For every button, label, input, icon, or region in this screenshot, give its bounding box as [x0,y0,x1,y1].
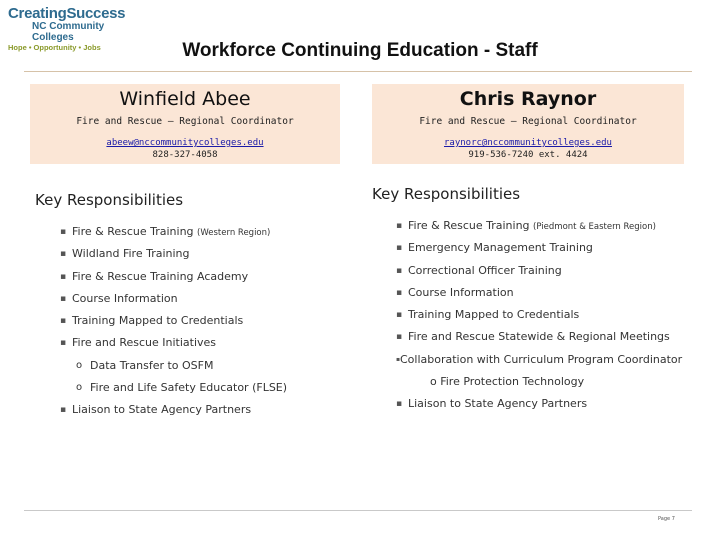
list-item: ▪ Training Mapped to Credentials [60,314,287,336]
staff-card-left [30,84,340,164]
staff-role-right: Fire and Rescue – Regional Coordinator [419,116,637,127]
list-item: ▪ Collaboration with Curriculum Program Coordinator [396,353,682,375]
list-item: ▪ Emergency Management Training [396,241,682,263]
list-item: ▪ Fire and Rescue Initiatives [60,336,287,358]
staff-name-left: Winfield Abee [119,88,251,110]
creating-success-logo [8,5,126,52]
list-item: o Fire Protection Technology [430,375,585,389]
list-item: ▪ Fire and Rescue Statewide & Regional Meetings [396,330,682,352]
list-item: ▪ Fire & Rescue Training (Western Region) [60,225,287,247]
list-item: ▪ Course Information [60,292,287,314]
title-divider [24,71,692,72]
key-responsibilities-heading-left: Key Responsibilities [35,191,184,209]
logo-subtitle: NC Community Colleges [32,21,105,43]
staff-role-left: Fire and Rescue – Regional Coordinator [76,116,294,127]
list-item: ▪ Wildland Fire Training [60,247,287,269]
page-number: Page 7 [658,516,675,522]
logo-title: CreatingSuccess [8,5,126,22]
page-title: Workforce Continuing Education - Staff [182,40,538,61]
responsibilities-list-left [60,225,287,426]
sub-list-item: o Fire and Life Safety Educator (FLSE) [76,381,288,395]
responsibilities-list-right [396,219,682,420]
sub-list-item: o Data Transfer to OSFM [76,358,214,372]
list-item: ▪ Liaison to State Agency Partners [396,397,682,419]
staff-phone-right: 919-536-7240 ext. 4424 [468,150,588,160]
staff-name-right: Chris Raynor [459,88,597,110]
staff-email-right[interactable]: raynorc@nccommunitycolleges.edu [444,138,612,148]
list-item: ▪ Course Information [396,286,682,308]
list-item: ▪ Correctional Officer Training [396,264,682,286]
list-item: ▪ Fire & Rescue Training Academy [60,270,287,292]
key-responsibilities-heading-right: Key Responsibilities [372,185,521,203]
logo-tagline: Hope • Opportunity • Jobs [8,43,101,52]
list-item: ▪ Liaison to State Agency Partners [60,403,287,425]
staff-email-left[interactable]: abeew@nccommunitycolleges.edu [106,138,264,148]
staff-phone-left: 828-327-4058 [152,150,218,160]
staff-card-right [372,84,684,164]
list-item: ▪ Fire & Rescue Training (Piedmont & Eastern Region) [396,219,682,241]
list-item: ▪ Training Mapped to Credentials [396,308,682,330]
footer-divider [24,510,692,511]
